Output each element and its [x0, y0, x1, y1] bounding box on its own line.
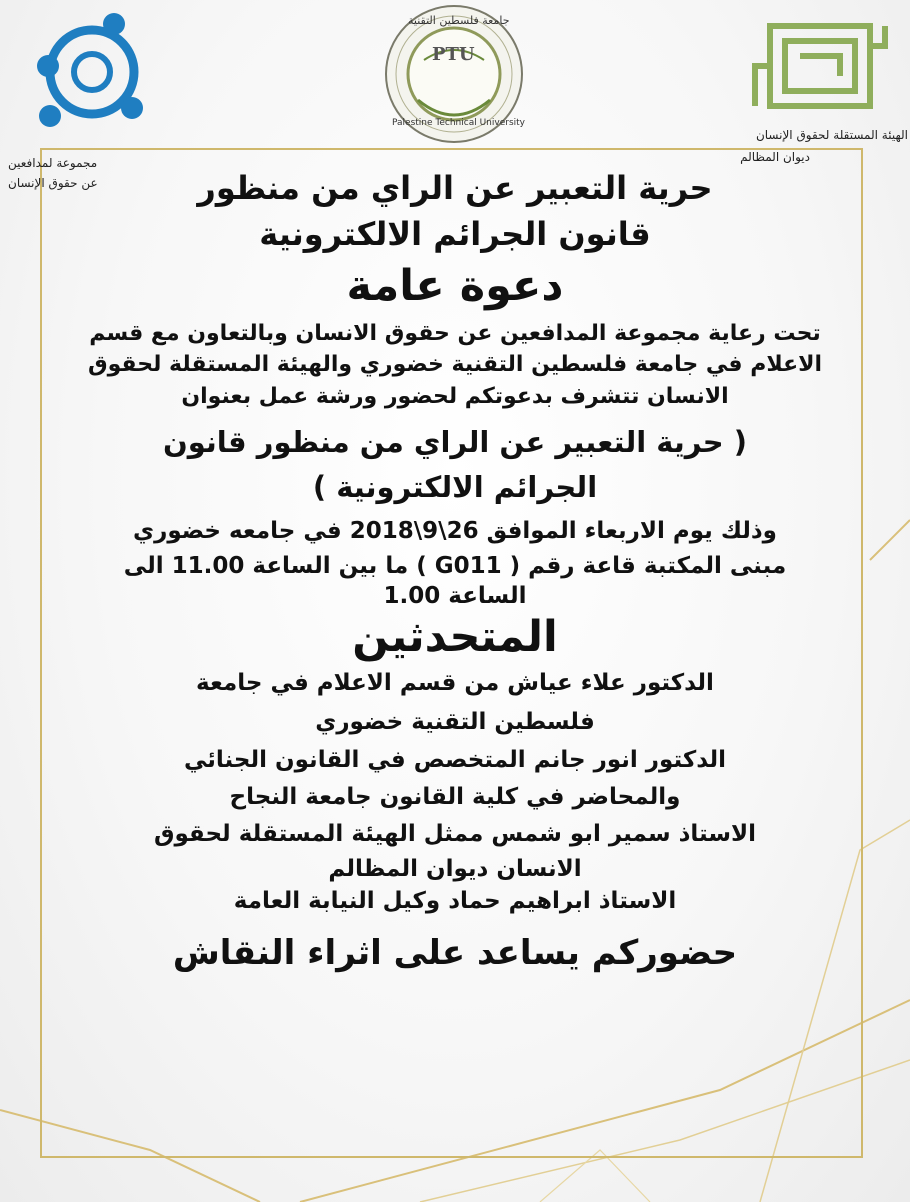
speaker-line: الانسان ديوان المظالم [328, 855, 582, 882]
left-logo-caption-1: مجموعة لمدافعين [8, 156, 98, 170]
intro-line-3: الانسان تتشرف بدعوتكم لحضور ورشة عمل بعنوان [181, 383, 729, 409]
right-logo-caption-1: الهيئة المستقلة لحقوق الإنسان [755, 128, 908, 142]
invitation-content [40, 168, 870, 975]
speaker-line: الاستاذ ابراهيم حماد وكيل النيابة العامة [233, 888, 677, 915]
workshop-title-line-1: ( حرية التعبير عن الراي من منظور قانون [162, 425, 748, 460]
ptu-initials: PTU [432, 44, 475, 65]
speaker-line: فلسطين التقنية خضوري [315, 708, 595, 735]
kufic-calligraphy-icon [700, 6, 910, 126]
closing-line: حضوركم يساعد على اثراء النقاش [172, 933, 738, 973]
intro-line-1: تحت رعاية مجموعة المدافعين عن حقوق الانسان وبالتعاون مع قسم [89, 320, 821, 346]
right-logo-caption-2: ديوان المظالم [740, 150, 810, 164]
left-logo-caption-2: عن حقوق الإنسان [8, 176, 98, 190]
ptu-arabic-name: جامعة فلسطين التقنية [408, 14, 510, 27]
intro-line-2: الاعلام في جامعة فلسطين التقنية خضوري والهيئة المستقلة لحقوق [87, 352, 823, 378]
ptu-english-name: Palestine Technical University [392, 118, 525, 128]
speaker-line: الاستاذ سمير ابو شمس ممثل الهيئة المستقلة لحقوق [153, 820, 757, 847]
speaker-line: والمحاضر في كلية القانون جامعة النجاح [229, 784, 681, 810]
speakers-heading: المتحدثين [352, 612, 558, 662]
title-line-2: قانون الجرائم الالكترونية [259, 215, 651, 253]
speaker-line: الدكتور انور جانم المتخصص في القانون الجنائي [183, 747, 727, 774]
people-circle-icon [12, 6, 172, 146]
invitation-heading: دعوة عامة [346, 261, 564, 311]
workshop-title-line-2: الجرائم الالكترونية ) [312, 469, 598, 504]
title-line-1: حرية التعبير عن الراي من منظور [197, 169, 713, 207]
speaker-line: الدكتور علاء عياش من قسم الاعلام في جامعة [196, 669, 714, 696]
details-line-2: مبنى المكتبة قاعة رقم ( G011 ) ما بين الساعة 11.00 الى [123, 552, 787, 579]
details-line-3: الساعة 1.00 [383, 583, 527, 610]
details-line-1: وذلك يوم الاربعاء الموافق 26\9\2018 في جامعه خضوري [133, 517, 777, 544]
